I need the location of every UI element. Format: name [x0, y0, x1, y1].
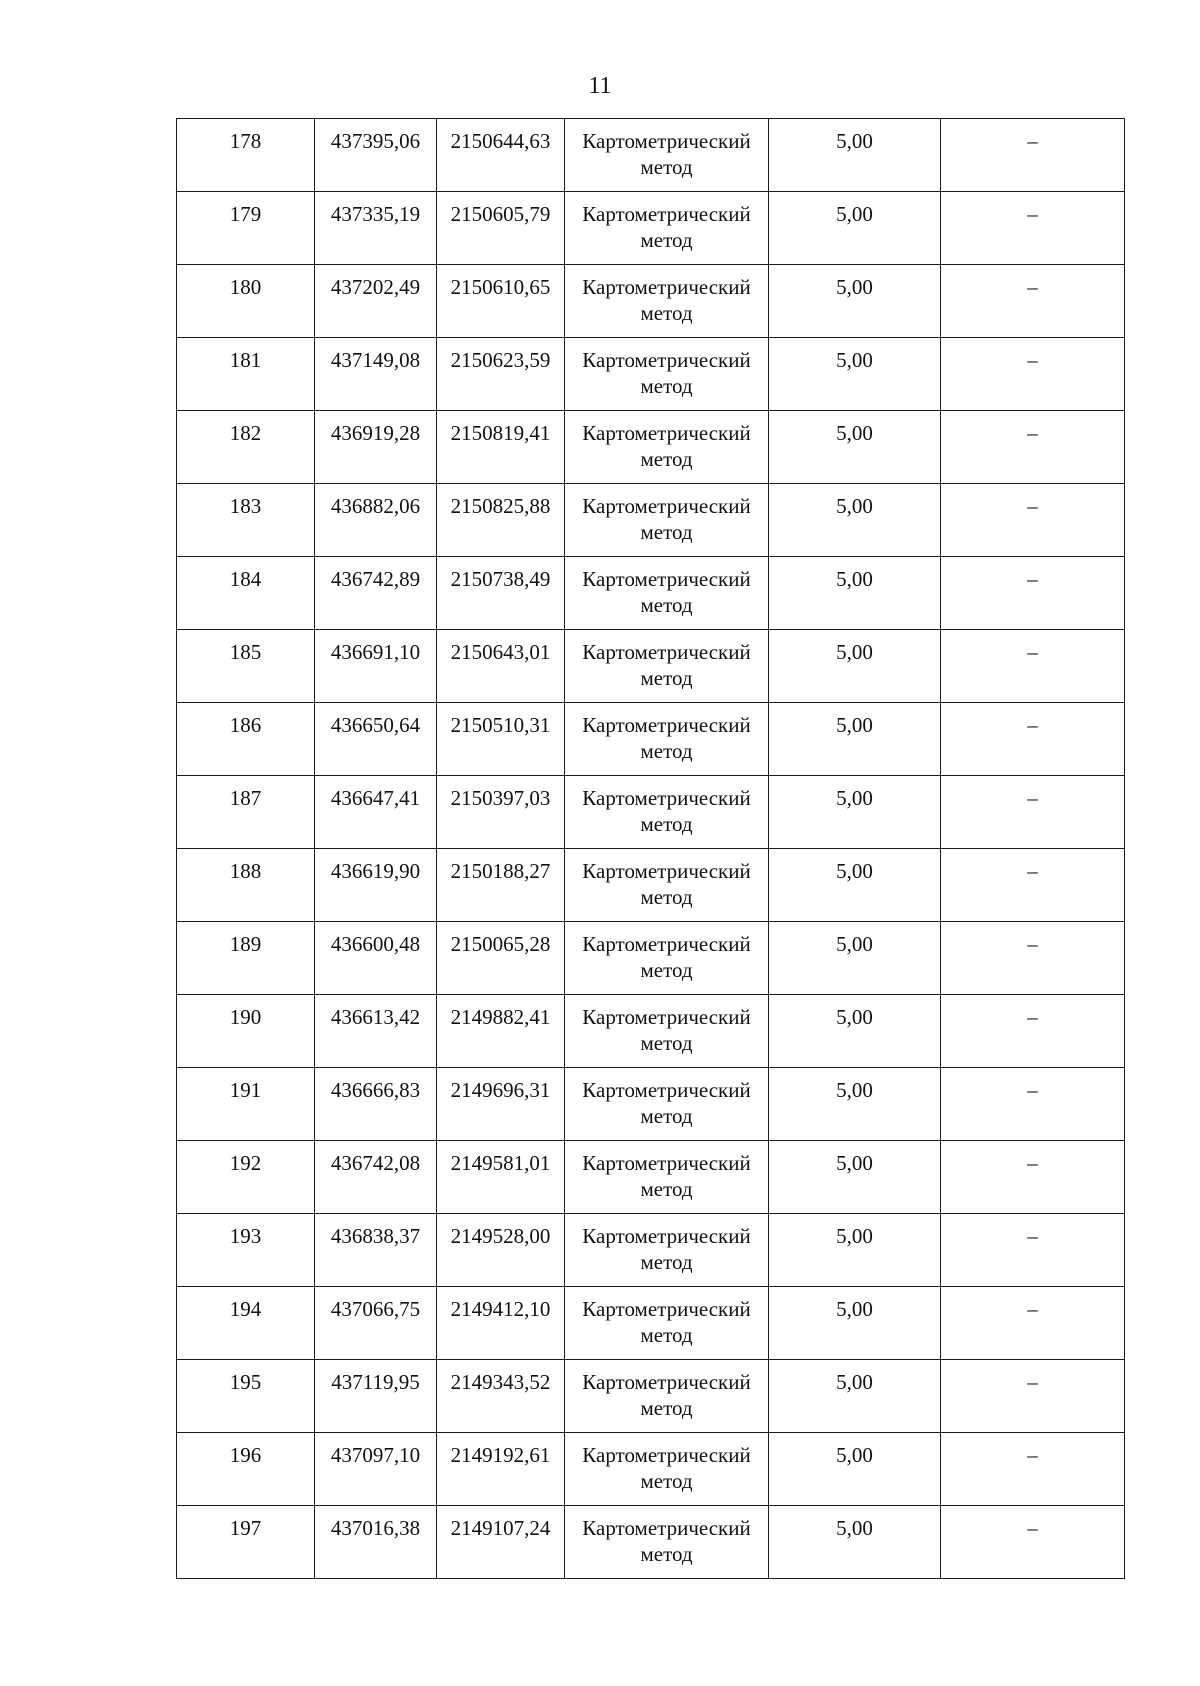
cell-note: –	[941, 1506, 1125, 1579]
table-row	[177, 338, 1125, 411]
cell-note: –	[941, 995, 1125, 1068]
cell-coordinate-y: 2150397,03	[437, 776, 565, 849]
cell-coordinate-y: 2150819,41	[437, 411, 565, 484]
table-row	[177, 484, 1125, 557]
cell-coordinate-y: 2149412,10	[437, 1287, 565, 1360]
cell-coordinate-x: 436613,42	[315, 995, 437, 1068]
cell-point-number: 178	[177, 119, 315, 192]
table-row	[177, 1214, 1125, 1287]
cell-method: Картометрический метод	[565, 265, 769, 338]
table-row	[177, 119, 1125, 192]
cell-coordinate-y: 2149696,31	[437, 1068, 565, 1141]
cell-coordinate-y: 2149343,52	[437, 1360, 565, 1433]
cell-point-number: 183	[177, 484, 315, 557]
cell-coordinate-y: 2149192,61	[437, 1433, 565, 1506]
cell-accuracy: 5,00	[769, 119, 941, 192]
cell-point-number: 195	[177, 1360, 315, 1433]
cell-accuracy: 5,00	[769, 1360, 941, 1433]
cell-point-number: 180	[177, 265, 315, 338]
cell-method: Картометрический метод	[565, 411, 769, 484]
cell-method: Картометрический метод	[565, 776, 769, 849]
cell-method: Картометрический метод	[565, 484, 769, 557]
cell-note: –	[941, 1214, 1125, 1287]
table-row	[177, 849, 1125, 922]
cell-note: –	[941, 922, 1125, 995]
cell-point-number: 193	[177, 1214, 315, 1287]
cell-accuracy: 5,00	[769, 1506, 941, 1579]
cell-accuracy: 5,00	[769, 703, 941, 776]
cell-coordinate-x: 436666,83	[315, 1068, 437, 1141]
cell-coordinate-x: 436600,48	[315, 922, 437, 995]
cell-note: –	[941, 630, 1125, 703]
cell-note: –	[941, 1360, 1125, 1433]
cell-note: –	[941, 1068, 1125, 1141]
cell-method: Картометрический метод	[565, 922, 769, 995]
table-row	[177, 922, 1125, 995]
cell-coordinate-x: 436919,28	[315, 411, 437, 484]
cell-point-number: 197	[177, 1506, 315, 1579]
cell-accuracy: 5,00	[769, 265, 941, 338]
table-row	[177, 995, 1125, 1068]
cell-coordinate-y: 2150738,49	[437, 557, 565, 630]
cell-method: Картометрический метод	[565, 630, 769, 703]
cell-coordinate-y: 2150644,63	[437, 119, 565, 192]
cell-coordinate-x: 437097,10	[315, 1433, 437, 1506]
coordinates-table	[176, 118, 1125, 1579]
cell-point-number: 188	[177, 849, 315, 922]
table-row	[177, 557, 1125, 630]
cell-note: –	[941, 265, 1125, 338]
page-number: 11	[588, 73, 612, 99]
cell-coordinate-x: 437119,95	[315, 1360, 437, 1433]
cell-accuracy: 5,00	[769, 1141, 941, 1214]
cell-point-number: 194	[177, 1287, 315, 1360]
cell-accuracy: 5,00	[769, 1433, 941, 1506]
cell-note: –	[941, 1433, 1125, 1506]
cell-coordinate-x: 436650,64	[315, 703, 437, 776]
cell-note: –	[941, 484, 1125, 557]
cell-accuracy: 5,00	[769, 411, 941, 484]
table-row	[177, 265, 1125, 338]
cell-method: Картометрический метод	[565, 703, 769, 776]
cell-coordinate-x: 437149,08	[315, 338, 437, 411]
cell-note: –	[941, 119, 1125, 192]
cell-coordinate-y: 2149882,41	[437, 995, 565, 1068]
cell-point-number: 186	[177, 703, 315, 776]
cell-coordinate-x: 437395,06	[315, 119, 437, 192]
table-row	[177, 776, 1125, 849]
cell-method: Картометрический метод	[565, 1141, 769, 1214]
cell-coordinate-y: 2149107,24	[437, 1506, 565, 1579]
cell-coordinate-x: 437202,49	[315, 265, 437, 338]
table-row	[177, 1141, 1125, 1214]
cell-method: Картометрический метод	[565, 1360, 769, 1433]
cell-note: –	[941, 849, 1125, 922]
cell-accuracy: 5,00	[769, 630, 941, 703]
cell-method: Картометрический метод	[565, 338, 769, 411]
table-row	[177, 1068, 1125, 1141]
cell-note: –	[941, 338, 1125, 411]
cell-note: –	[941, 557, 1125, 630]
cell-method: Картометрический метод	[565, 557, 769, 630]
cell-coordinate-x: 436619,90	[315, 849, 437, 922]
cell-point-number: 184	[177, 557, 315, 630]
cell-coordinate-x: 436742,89	[315, 557, 437, 630]
cell-method: Картометрический метод	[565, 1506, 769, 1579]
cell-accuracy: 5,00	[769, 1214, 941, 1287]
cell-point-number: 190	[177, 995, 315, 1068]
cell-point-number: 191	[177, 1068, 315, 1141]
cell-note: –	[941, 1141, 1125, 1214]
coordinates-table-body	[177, 119, 1125, 1579]
cell-coordinate-y: 2150065,28	[437, 922, 565, 995]
cell-point-number: 189	[177, 922, 315, 995]
cell-method: Картометрический метод	[565, 1287, 769, 1360]
cell-coordinate-x: 437016,38	[315, 1506, 437, 1579]
cell-method: Картометрический метод	[565, 192, 769, 265]
table-row	[177, 703, 1125, 776]
cell-method: Картометрический метод	[565, 119, 769, 192]
cell-note: –	[941, 192, 1125, 265]
cell-coordinate-x: 436742,08	[315, 1141, 437, 1214]
cell-coordinate-x: 436838,37	[315, 1214, 437, 1287]
cell-accuracy: 5,00	[769, 922, 941, 995]
cell-coordinate-y: 2150643,01	[437, 630, 565, 703]
cell-method: Картометрический метод	[565, 1214, 769, 1287]
cell-accuracy: 5,00	[769, 338, 941, 411]
cell-accuracy: 5,00	[769, 192, 941, 265]
cell-coordinate-x: 436647,41	[315, 776, 437, 849]
cell-point-number: 179	[177, 192, 315, 265]
table-row	[177, 1287, 1125, 1360]
cell-note: –	[941, 703, 1125, 776]
cell-coordinate-y: 2150825,88	[437, 484, 565, 557]
cell-note: –	[941, 776, 1125, 849]
cell-point-number: 196	[177, 1433, 315, 1506]
table-row	[177, 1433, 1125, 1506]
cell-point-number: 187	[177, 776, 315, 849]
cell-accuracy: 5,00	[769, 557, 941, 630]
cell-coordinate-y: 2150605,79	[437, 192, 565, 265]
cell-note: –	[941, 1287, 1125, 1360]
cell-accuracy: 5,00	[769, 776, 941, 849]
table-row	[177, 1360, 1125, 1433]
cell-accuracy: 5,00	[769, 484, 941, 557]
cell-coordinate-x: 436691,10	[315, 630, 437, 703]
cell-accuracy: 5,00	[769, 849, 941, 922]
cell-method: Картометрический метод	[565, 1068, 769, 1141]
cell-point-number: 192	[177, 1141, 315, 1214]
cell-coordinate-y: 2150610,65	[437, 265, 565, 338]
cell-accuracy: 5,00	[769, 995, 941, 1068]
cell-coordinate-y: 2150510,31	[437, 703, 565, 776]
cell-method: Картометрический метод	[565, 995, 769, 1068]
cell-coordinate-x: 436882,06	[315, 484, 437, 557]
cell-coordinate-y: 2150188,27	[437, 849, 565, 922]
table-row	[177, 1506, 1125, 1579]
cell-coordinate-x: 437066,75	[315, 1287, 437, 1360]
cell-point-number: 181	[177, 338, 315, 411]
table-row	[177, 192, 1125, 265]
cell-note: –	[941, 411, 1125, 484]
cell-accuracy: 5,00	[769, 1068, 941, 1141]
cell-method: Картометрический метод	[565, 1433, 769, 1506]
table-row	[177, 411, 1125, 484]
cell-accuracy: 5,00	[769, 1287, 941, 1360]
cell-point-number: 182	[177, 411, 315, 484]
cell-coordinate-y: 2149581,01	[437, 1141, 565, 1214]
cell-point-number: 185	[177, 630, 315, 703]
cell-coordinate-y: 2150623,59	[437, 338, 565, 411]
cell-coordinate-x: 437335,19	[315, 192, 437, 265]
table-row	[177, 630, 1125, 703]
cell-method: Картометрический метод	[565, 849, 769, 922]
cell-coordinate-y: 2149528,00	[437, 1214, 565, 1287]
